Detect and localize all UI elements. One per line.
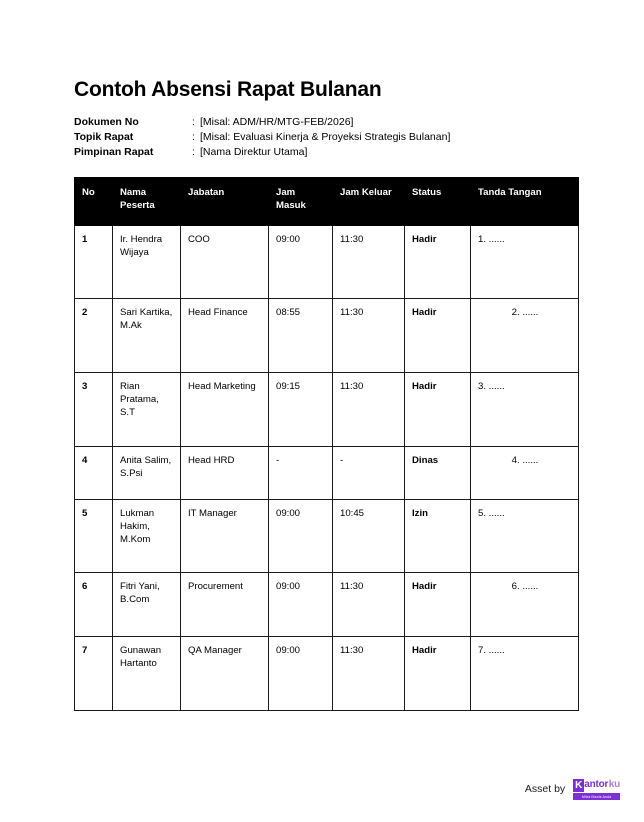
footer-attribution xyxy=(525,779,620,801)
cell-jam-keluar: 11:30 xyxy=(333,226,405,299)
metadata-label: Topik Rapat xyxy=(74,131,134,144)
table-row xyxy=(75,500,579,573)
metadata-label: Pimpinan Rapat xyxy=(74,146,154,159)
attendance-table xyxy=(74,177,579,711)
cell-jam-keluar: 10:45 xyxy=(333,500,405,573)
cell-jam-keluar: - xyxy=(333,447,405,500)
cell-tanda-tangan[interactable]: 4. ...... xyxy=(471,447,579,500)
cell-nama-peserta: Ir. Hendra Wijaya xyxy=(113,226,181,299)
cell-jam-masuk: 08:55 xyxy=(269,299,333,373)
table-row xyxy=(75,299,579,373)
cell-jabatan: QA Manager xyxy=(181,637,269,711)
column-header-status: Status xyxy=(405,178,471,226)
cell-no: 3 xyxy=(75,373,113,447)
table-row xyxy=(75,226,579,299)
brand-name: antor xyxy=(584,779,609,790)
cell-tanda-tangan[interactable]: 2. ...... xyxy=(471,299,579,373)
document-metadata xyxy=(74,115,578,160)
brand-wordmark xyxy=(573,779,620,792)
asset-by-label: Asset by xyxy=(524,783,566,796)
metadata-value: [Misal: ADM/HR/MTG-FEB/2026] xyxy=(200,116,354,129)
cell-jabatan: COO xyxy=(181,226,269,299)
cell-jam-masuk: 09:00 xyxy=(269,500,333,573)
table-body xyxy=(75,226,579,711)
metadata-value: [Nama Direktur Utama] xyxy=(200,146,308,159)
cell-no: 2 xyxy=(75,299,113,373)
cell-nama-peserta: Anita Salim, S.Psi xyxy=(113,447,181,500)
metadata-row-pimpinan-rapat xyxy=(74,145,578,160)
cell-jam-masuk: 09:00 xyxy=(269,226,333,299)
table-header-row xyxy=(75,178,579,226)
metadata-colon: : xyxy=(192,131,195,144)
metadata-colon: : xyxy=(192,116,195,129)
cell-status: Hadir xyxy=(405,226,471,299)
table-row xyxy=(75,373,579,447)
brand-tagline: Mitra Bisnis Anda xyxy=(573,793,620,800)
cell-jabatan: IT Manager xyxy=(181,500,269,573)
cell-nama-peserta: Gunawan Hartanto xyxy=(113,637,181,711)
column-header-jabatan: Jabatan xyxy=(181,178,269,226)
cell-nama-peserta: Rian Pratama, S.T xyxy=(113,373,181,447)
metadata-label: Dokumen No xyxy=(74,116,139,129)
kantorku-logo[interactable] xyxy=(573,779,620,801)
cell-jabatan: Head Marketing xyxy=(181,373,269,447)
cell-no: 6 xyxy=(75,573,113,637)
cell-jam-masuk: 09:00 xyxy=(269,637,333,711)
cell-jam-masuk: - xyxy=(269,447,333,500)
cell-no: 1 xyxy=(75,226,113,299)
metadata-value: [Misal: Evaluasi Kinerja & Proyeksi Strategis Bulanan] xyxy=(200,131,451,144)
cell-nama-peserta: Fitri Yani, B.Com xyxy=(113,573,181,637)
cell-jabatan: Head Finance xyxy=(181,299,269,373)
cell-tanda-tangan[interactable]: 3. ...... xyxy=(471,373,579,447)
column-header-nama-peserta: Nama Peserta xyxy=(113,178,181,226)
brand-name-suffix: ku xyxy=(608,779,620,790)
table-row xyxy=(75,637,579,711)
cell-jabatan: Procurement xyxy=(181,573,269,637)
cell-no: 7 xyxy=(75,637,113,711)
metadata-colon: : xyxy=(192,146,195,159)
table-row xyxy=(75,573,579,637)
cell-jam-masuk: 09:00 xyxy=(269,573,333,637)
cell-tanda-tangan[interactable]: 6. ...... xyxy=(471,573,579,637)
page-title: Contoh Absensi Rapat Bulanan xyxy=(74,78,382,101)
cell-jam-keluar: 11:30 xyxy=(333,299,405,373)
cell-jam-masuk: 09:15 xyxy=(269,373,333,447)
cell-tanda-tangan[interactable]: 1. ...... xyxy=(471,226,579,299)
cell-nama-peserta: Lukman Hakim, M.Kom xyxy=(113,500,181,573)
brand-badge-k: K xyxy=(575,779,583,791)
cell-status: Hadir xyxy=(405,573,471,637)
cell-status: Izin xyxy=(405,500,471,573)
column-header-jam-keluar: Jam Keluar xyxy=(333,178,405,226)
cell-no: 5 xyxy=(75,500,113,573)
cell-tanda-tangan[interactable]: 7. ...... xyxy=(471,637,579,711)
cell-status: Hadir xyxy=(405,373,471,447)
cell-status: Hadir xyxy=(405,299,471,373)
cell-jabatan: Head HRD xyxy=(181,447,269,500)
cell-nama-peserta: Sari Kartika, M.Ak xyxy=(113,299,181,373)
table-row xyxy=(75,447,579,500)
metadata-row-dokumen-no xyxy=(74,115,578,130)
cell-jam-keluar: 11:30 xyxy=(333,373,405,447)
column-header-no: No xyxy=(75,178,113,226)
cell-status: Dinas xyxy=(405,447,471,500)
cell-no: 4 xyxy=(75,447,113,500)
column-header-jam-masuk: Jam Masuk xyxy=(269,178,333,226)
cell-jam-keluar: 11:30 xyxy=(333,637,405,711)
metadata-row-topik-rapat xyxy=(74,130,578,145)
cell-tanda-tangan[interactable]: 5. ...... xyxy=(471,500,579,573)
cell-jam-keluar: 11:30 xyxy=(333,573,405,637)
table-header xyxy=(75,178,579,226)
column-header-tanda-tangan: Tanda Tangan xyxy=(471,178,579,226)
cell-status: Hadir xyxy=(405,637,471,711)
